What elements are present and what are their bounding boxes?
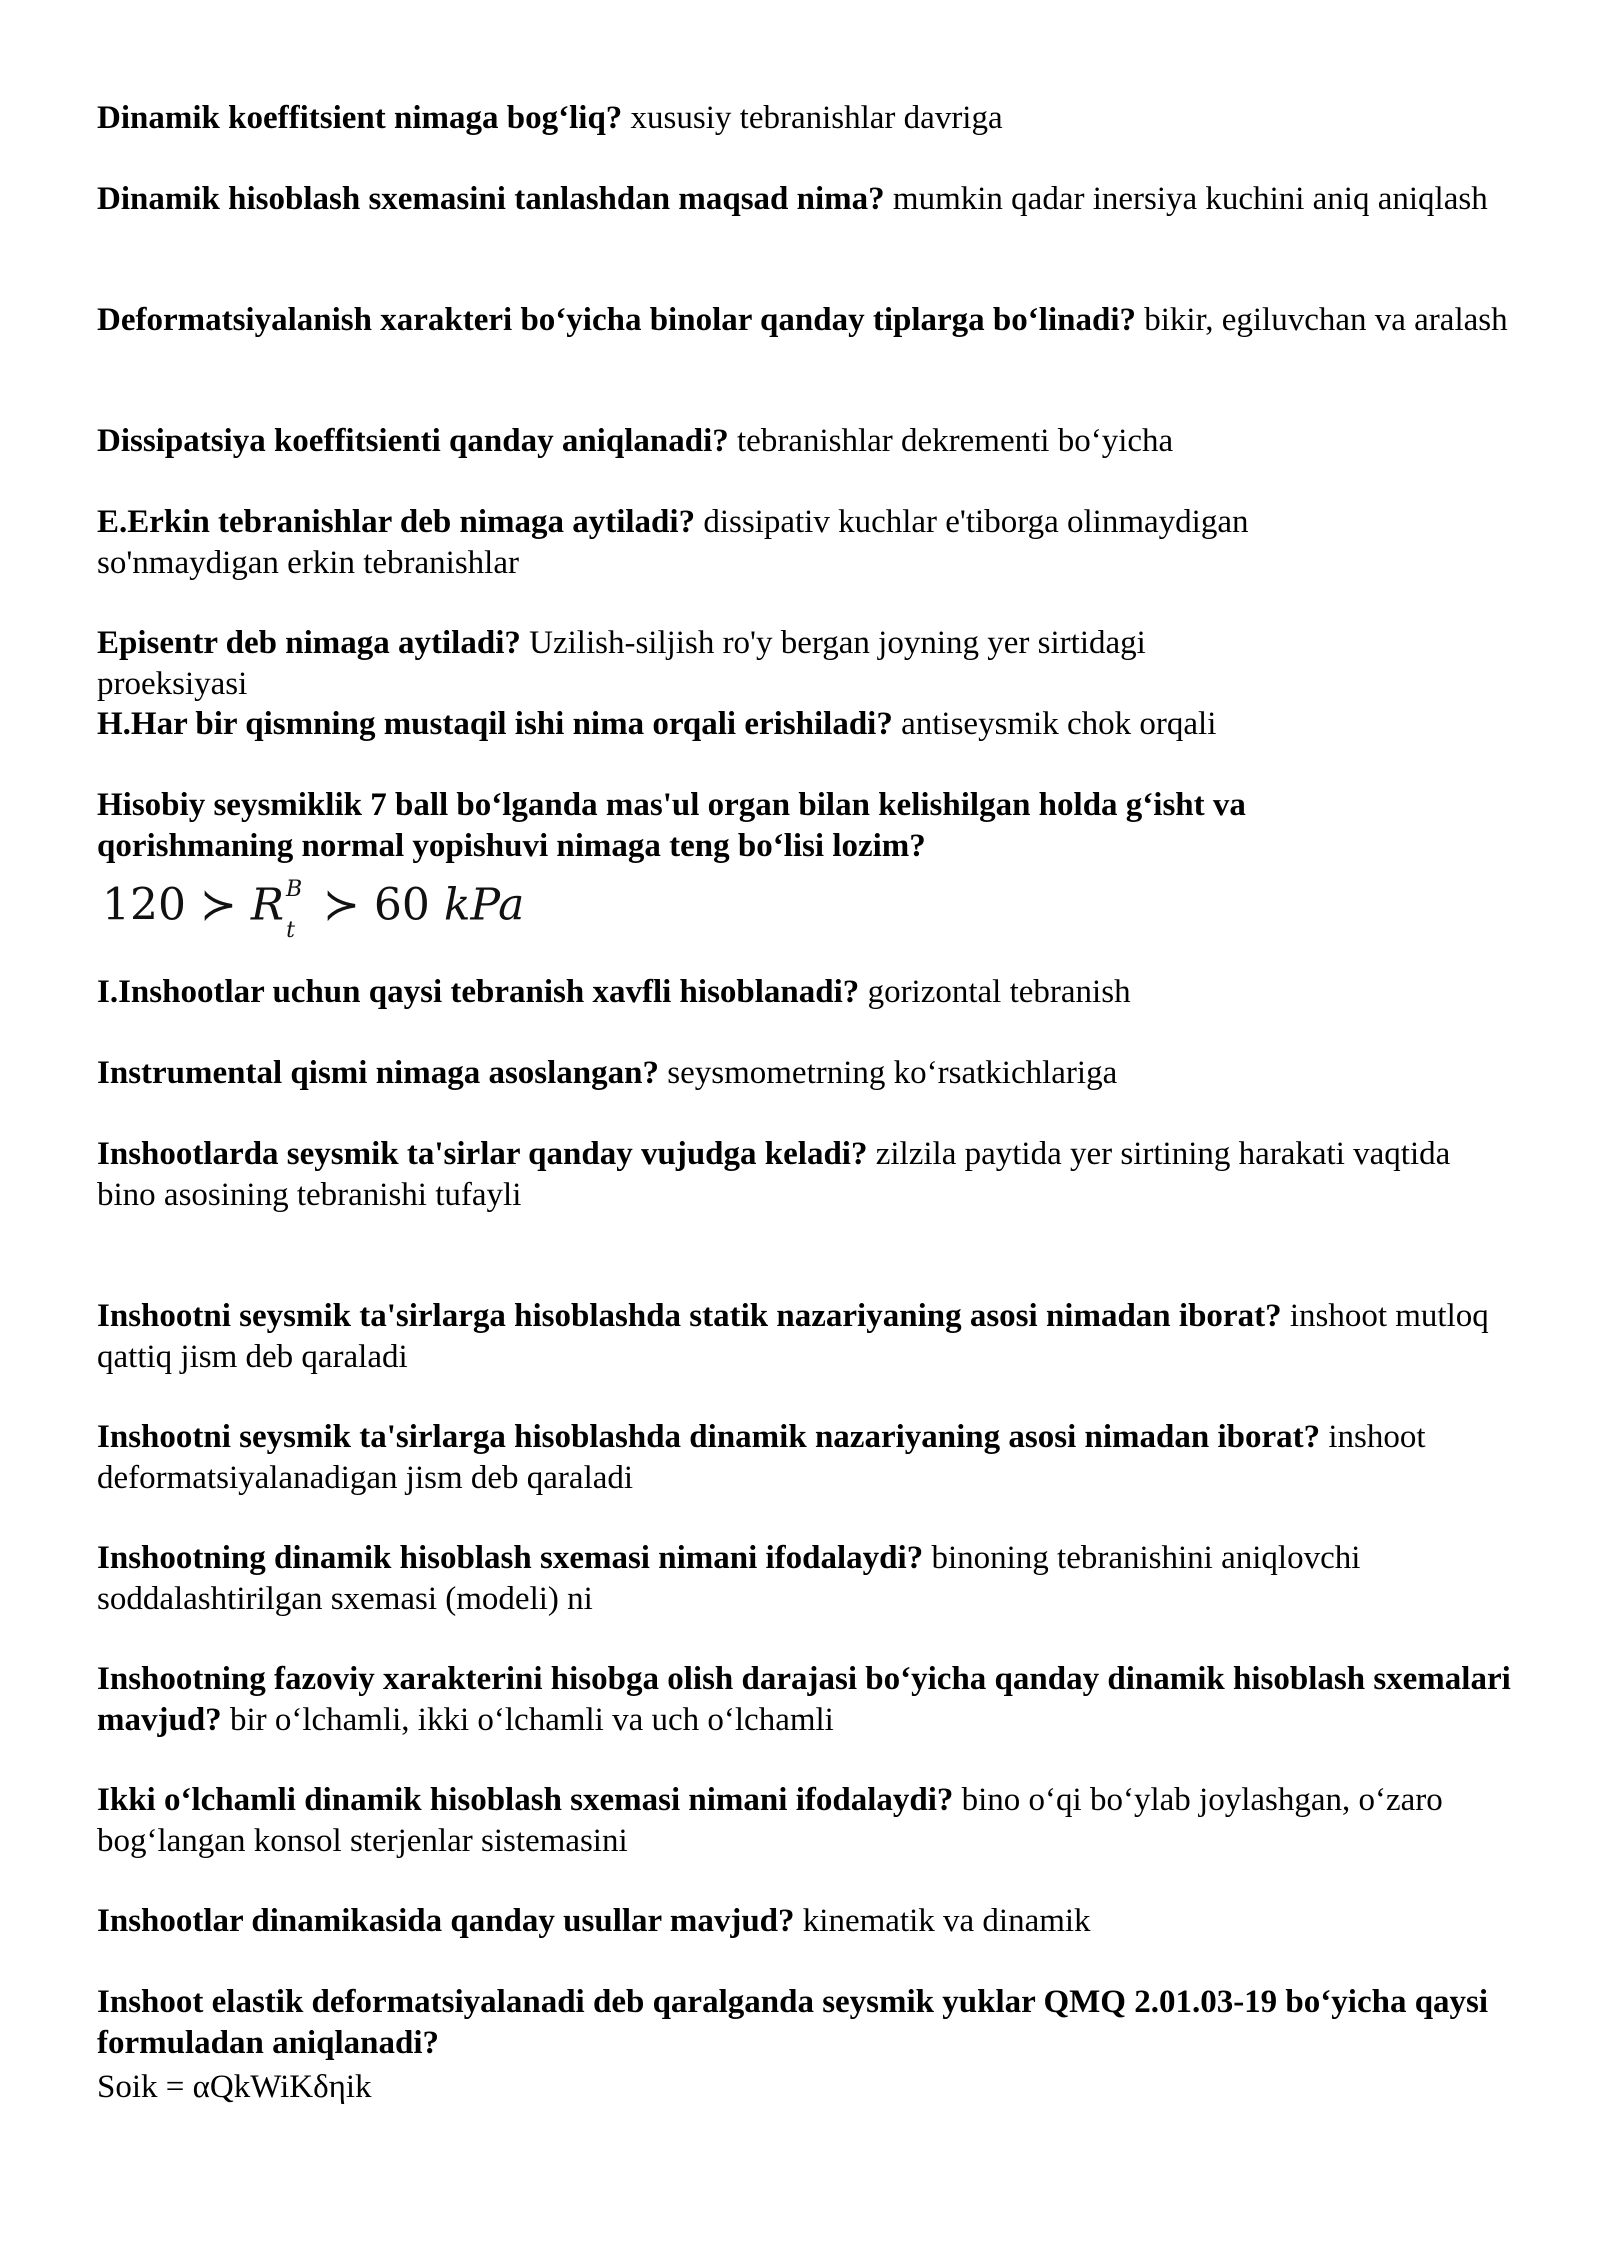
formula-image bbox=[102, 866, 525, 944]
qa-item bbox=[97, 300, 1517, 341]
formula-right: 60 bbox=[373, 879, 430, 931]
answer: zilzila paytida yer sirtining harakati vaqtida bino asosining tebranishi tufayli bbox=[97, 1136, 1451, 1213]
answer: bir o‘lchamli, ikki o‘lchamli va uch o‘lchamli bbox=[221, 1701, 834, 1738]
question: Inshootlar dinamikasida qanday usullar mavjud? bbox=[97, 1903, 795, 1939]
answer: binoning tebranishini aniqlovchi soddalashtirilgan sxemasi (modeli) ni bbox=[97, 1540, 1361, 1617]
qa-item bbox=[97, 1780, 1517, 1861]
question: Inshootning fazoviy xarakterini hisobga olish darajasi bo‘yicha qanday dinamik hisoblash sxemalari mavjud? bbox=[97, 1661, 1511, 1738]
question: E.Erkin tebranishlar deb nimaga aytiladi? bbox=[97, 504, 696, 540]
qa-item bbox=[97, 1053, 1517, 1094]
qa-item bbox=[97, 623, 1257, 704]
question: Inshoot elastik deformatsiyalanadi deb qaralganda seysmik yuklar QMQ 2.01.03-19 bo‘yicha qaysi formuladan aniqlanadi? bbox=[97, 1984, 1489, 2061]
formula-rel: ≻ bbox=[199, 879, 237, 931]
question: Instrumental qismi nimaga asoslangan? bbox=[97, 1055, 660, 1091]
answer: bino o‘qi bo‘ylab joylashgan, o‘zaro bog‘langan konsol sterjenlar sistemasini bbox=[97, 1782, 1443, 1859]
qa-item bbox=[97, 179, 1517, 220]
answer: mumkin qadar inersiya kuchini aniq aniqlash bbox=[884, 181, 1488, 217]
question: Inshootlarda seysmik ta'sirlar qanday vujudga keladi? bbox=[97, 1136, 868, 1172]
question: I.Inshootlar uchun qaysi tebranish xavfli hisoblanadi? bbox=[97, 974, 860, 1010]
question: Ikki o‘lchamli dinamik hisoblash sxemasi nimani ifodalaydi? bbox=[97, 1782, 954, 1818]
qa-item bbox=[97, 972, 1517, 1013]
answer: inshoot deformatsiyalanadigan jism deb qaraladi bbox=[97, 1419, 1426, 1496]
answer: Uzilish-siljish ro'y bergan joyning yer sirtidagi proeksiyasi bbox=[97, 625, 1146, 702]
question: Dissipatsiya koeffitsienti qanday aniqlanadi? bbox=[97, 423, 729, 459]
question: Dinamik hisoblash sxemasini tanlashdan maqsad nima? bbox=[97, 181, 885, 217]
answer: seysmometrning ko‘rsatkichlariga bbox=[659, 1055, 1118, 1091]
formula-symbol: R bbox=[250, 879, 284, 931]
qa-item bbox=[97, 421, 1517, 462]
question: Hisobiy seysmiklik 7 ball bo‘lganda mas'ul organ bilan kelishilgan holda g‘isht va qorishmaning normal yopishuvi nimaga teng bo‘lisi lozim? bbox=[97, 787, 1246, 864]
qa-item bbox=[97, 1417, 1517, 1498]
formula-unit: kPa bbox=[443, 879, 525, 931]
qa-item bbox=[97, 1901, 1517, 1942]
question: Inshootni seysmik ta'sirlarga hisoblashda dinamik nazariyaning asosi nimadan iborat? bbox=[97, 1419, 1321, 1455]
formula-sup: B bbox=[286, 877, 303, 902]
qa-item bbox=[97, 785, 1397, 866]
answer: inshoot mutloq qattiq jism deb qaraladi bbox=[97, 1298, 1489, 1375]
question: Dinamik koeffitsient nimaga bog‘liq? bbox=[97, 100, 623, 136]
question: Deformatsiyalanish xarakteri bo‘yicha binolar qanday tiplarga bo‘linadi? bbox=[97, 302, 1136, 338]
question: H.Har bir qismning mustaqil ishi nima orqali erishiladi? bbox=[97, 706, 893, 742]
formula-left: 120 bbox=[102, 879, 186, 931]
answer: tebranishlar dekrementi bo‘yicha bbox=[728, 423, 1174, 459]
question: Episentr deb nimaga aytiladi? bbox=[97, 625, 521, 661]
question: Inshootning dinamik hisoblash sxemasi nimani ifodalaydi? bbox=[97, 1540, 924, 1576]
qa-item bbox=[97, 98, 1517, 139]
formula-sub: t bbox=[286, 918, 296, 944]
qa-item bbox=[97, 1538, 1517, 1619]
answer: xususiy tebranishlar davriga bbox=[622, 100, 1003, 136]
answer: kinematik va dinamik bbox=[794, 1903, 1091, 1939]
answer: gorizontal tebranish bbox=[859, 974, 1131, 1010]
answer: dissipativ kuchlar e'tiborga olinmaydigan so'nmaydigan erkin tebranishlar bbox=[97, 504, 1249, 581]
qa-item bbox=[97, 1296, 1517, 1377]
answer: bikir, egiluvchan va aralash bbox=[1135, 302, 1508, 338]
question: Inshootni seysmik ta'sirlarga hisoblashda statik nazariyaning asosi nimadan iborat? bbox=[97, 1298, 1282, 1334]
seismic-load-formula: Soik = αQkWiKδηik bbox=[97, 2069, 372, 2105]
qa-item bbox=[97, 1659, 1517, 1740]
qa-item bbox=[97, 704, 1517, 745]
qa-item bbox=[97, 502, 1357, 583]
qa-item bbox=[97, 1982, 1517, 2063]
qa-item bbox=[97, 1134, 1517, 1215]
answer: antiseysmik chok orqali bbox=[892, 706, 1217, 742]
formula-rel: ≻ bbox=[323, 879, 360, 931]
